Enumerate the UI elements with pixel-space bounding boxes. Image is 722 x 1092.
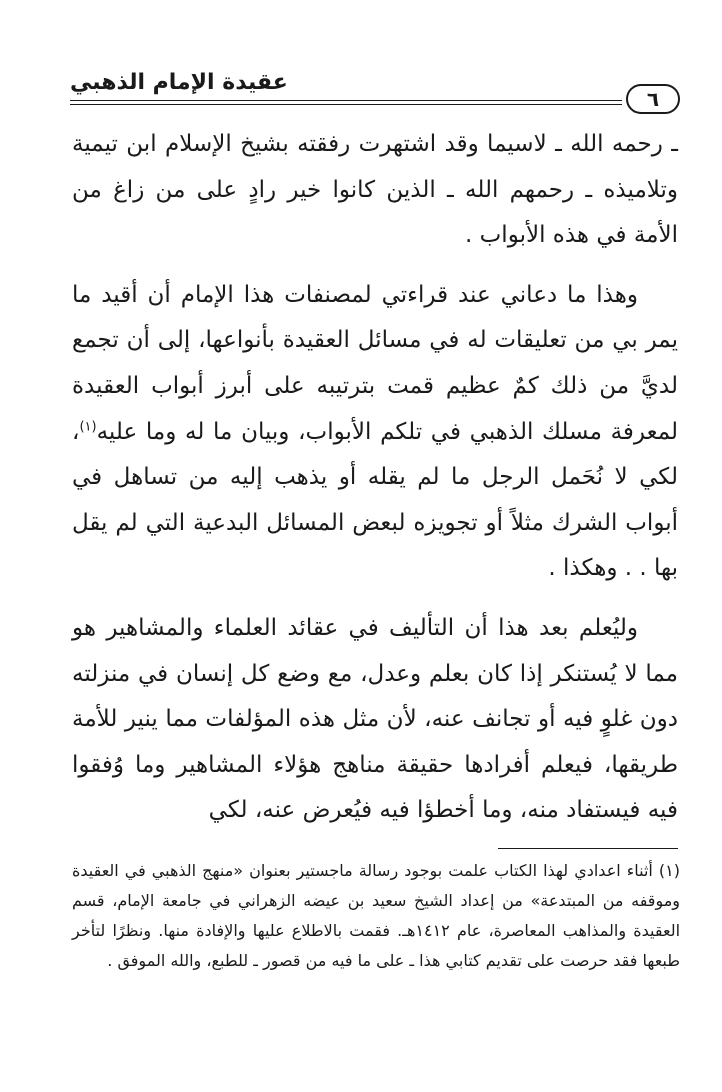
- footnote: [72, 856, 680, 976]
- paragraph-2: [72, 273, 678, 592]
- paragraph-3: وليُعلم بعد هذا أن التأليف في عقائد العلماء والمشاهير هو مما لا يُستنكر إذا كان بعلم وعدل، مع وضع كل إنسان في منزلته دون غلوٍ فيه أو تجانف عنه، لأن مثل هذه المؤلفات مما ينير للأمة طريقها، فيعلم أفرادها حقيقة مناهج هؤلاء المشاهير وما وُفقوا فيه فيستفاد منه، وما أخطؤا فيه فيُعرض عنه، لكي: [72, 614, 678, 824]
- footnote-text: (١) أثناء اعدادي لهذا الكتاب علمت بوجود رسالة ماجستير بعنوان «منهج الذهبي في العقيدة وموقفه من المبتدعة» من إعداد الشيخ سعيد بن عيضه الزهراني في جامعة الإمام، قسم العقيدة والمذاهب المعاصرة، عام ١٤١٢هـ. فقمت بالاطلاع عليها والإفادة منها. ونظرًا لتأخر طبعها فقد حرصت على تقديم كتابي هذا ـ على ما فيه من قصور ـ للطبع، والله الموفق .: [72, 861, 681, 970]
- paragraph-2-before-note: وهذا ما دعاني عند قراءتي لمصنفات هذا الإمام أن أقيد ما يمر بي من تعليقات له في مسائل العقيدة بأنواعها، إلى أن تجمع لديَّ من ذلك كمٌ عظيم قمت بترتيبه على أبرز أبواب العقيدة لمعرفة مسلك الذهبي في تلكم الأبواب، وبيان ما له وما عليه: [72, 281, 678, 445]
- page-number: ٦: [626, 84, 680, 114]
- main-text: [72, 122, 678, 834]
- footnote-separator: [498, 848, 678, 849]
- footnote-reference: (١): [79, 418, 97, 434]
- paragraph-2-after-note: ، لكي لا نُحَمل الرجل ما لم يقله أو يذهب إليه من تساهل في أبواب الشرك مثلاً أو تجويزه لبعض المسائل البدعية التي لم يقل بها . . وهكذا .: [72, 418, 678, 582]
- running-head-title: عقيدة الإمام الذهبي: [70, 70, 288, 95]
- paragraph-1: ـ رحمه الله ـ لاسيما وقد اشتهرت رفقته بشيخ الإسلام ابن تيمية وتلاميذه ـ رحمهم الله ـ الذين كانوا خير رادٍ على من زاغ من الأمة في هذه الأبواب .: [72, 131, 678, 249]
- page-header: [70, 68, 680, 112]
- header-rule: [70, 100, 622, 105]
